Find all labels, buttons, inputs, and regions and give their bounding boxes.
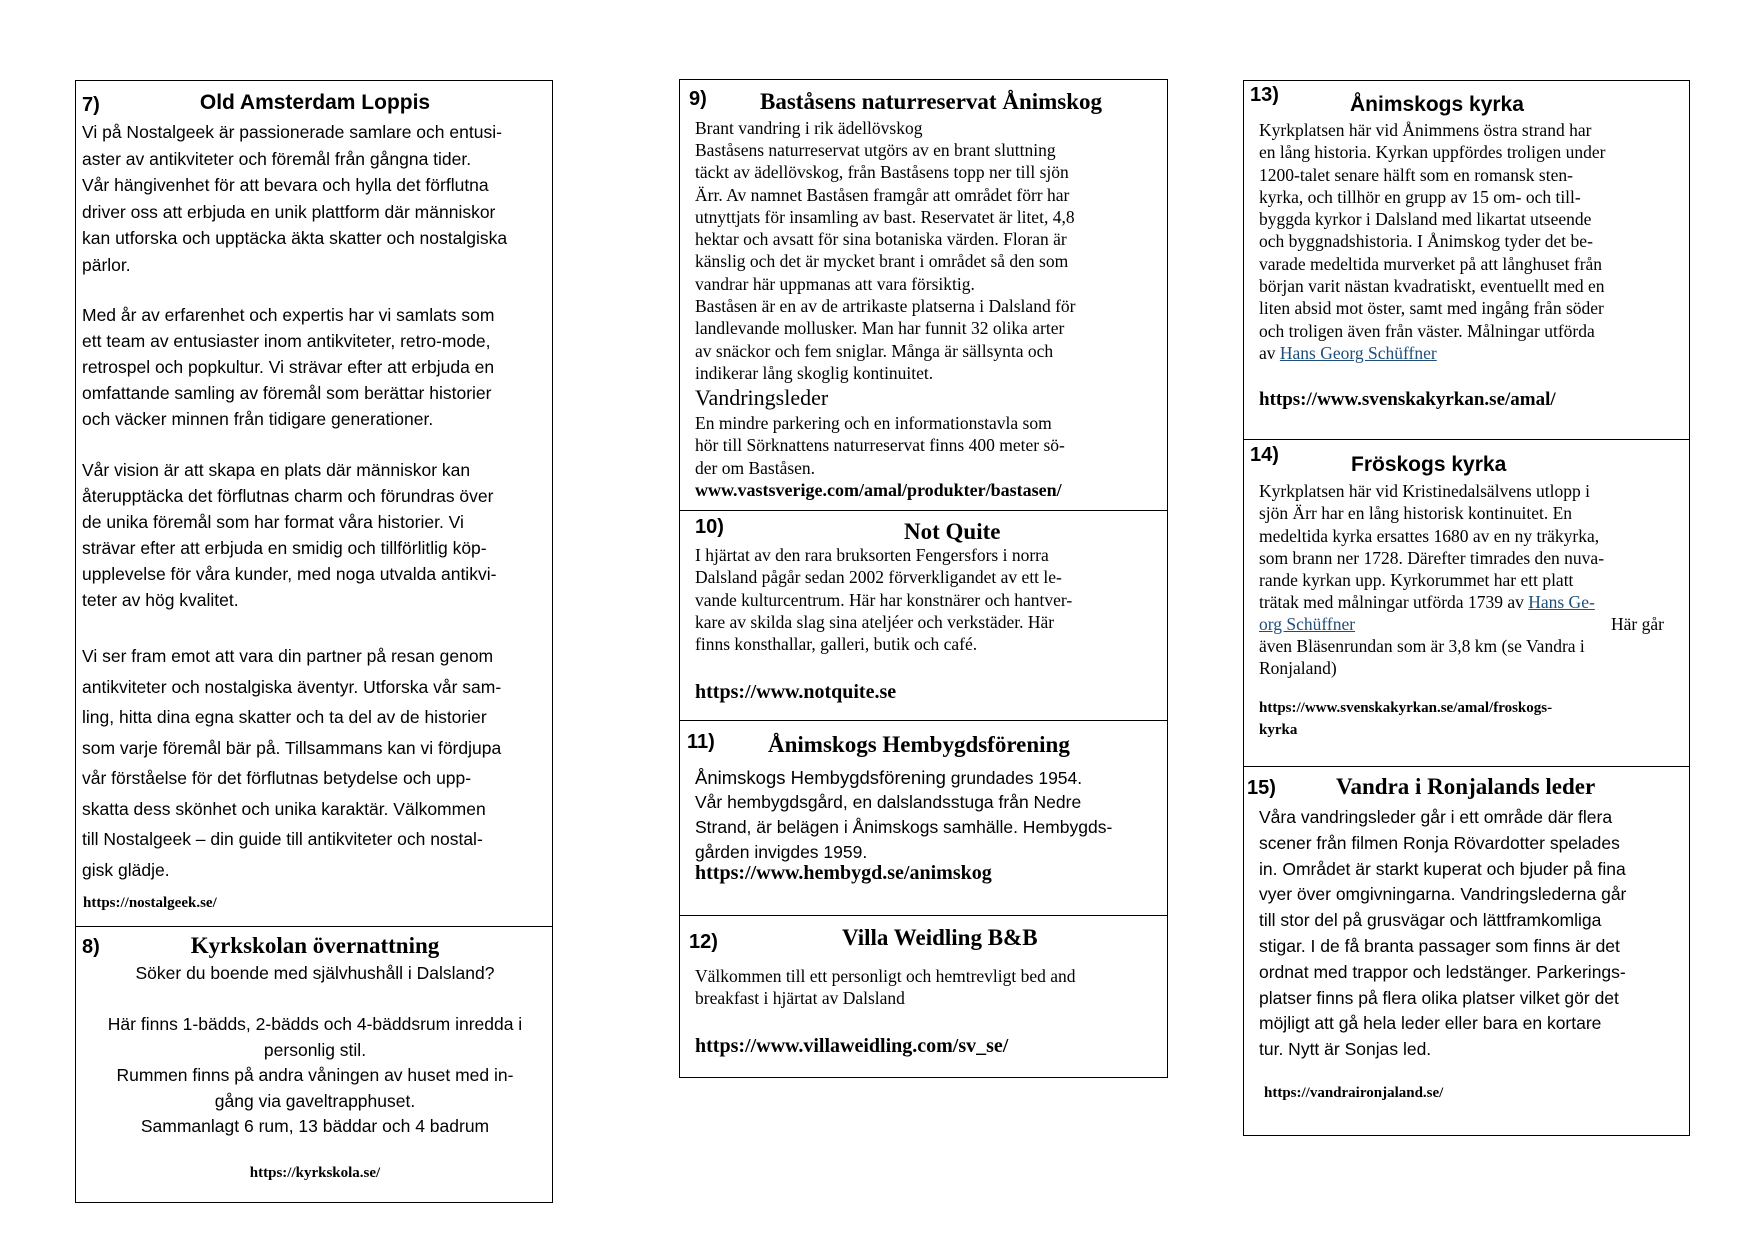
entry-body xyxy=(695,965,1076,1010)
text-line: Kyrkplatsen här vid Ånimmens östra strand har xyxy=(1259,120,1592,140)
text-line: kyrka, och tillhör en grupp av 15 om- och till- xyxy=(1259,186,1581,207)
text-line: en lång historia. Kyrkan uppfördes troligen under xyxy=(1259,142,1606,163)
text-line: strävar efter att erbjuda en smidig och tillförlitlig köp- xyxy=(82,538,487,558)
text-line: Vi på Nostalgeek är passionerade samlare och entusi- xyxy=(82,122,502,142)
entry-title: Ånimskogs Hembygdsförening xyxy=(768,732,1070,757)
entry-number: 11) xyxy=(687,731,715,753)
entry-body-line-7 xyxy=(1259,613,1664,635)
entry-title: Villa Weidling B&B xyxy=(842,925,1038,950)
entry-body xyxy=(695,544,1072,655)
entry-url-link[interactable]: https://kyrkskola.se/ xyxy=(249,1165,381,1181)
entry-url-link[interactable]: https://www.notquite.se xyxy=(695,681,897,703)
text-line: breakfast i hjärtat av Dalsland xyxy=(695,988,905,1009)
text-line xyxy=(76,987,554,1013)
text-line: som brann ner 1728. Därefter timrades den nuva- xyxy=(1259,547,1605,568)
entry-title: Kyrkskolan övernattning xyxy=(190,933,440,958)
text-line: av snäckor och fem sniglar. Många är sällsynta och xyxy=(695,340,1054,361)
entry-body-last-line xyxy=(1259,342,1437,364)
text-line: teter av hög kvalitet. xyxy=(82,590,239,610)
text-line: Rummen finns på andra våningen av huset med in- xyxy=(116,1065,514,1085)
text-line: Strand, är belägen i Ånimskogs samhälle. Hembygds- xyxy=(695,817,1113,837)
text-line: stigar. I de få branta passager som finns är det xyxy=(1259,935,1620,956)
text-line: Våra vandringsleder går i ett område där flera xyxy=(1259,807,1613,827)
text-line: Vi ser fram emot att vara din partner på resan genom xyxy=(82,646,494,666)
text-line: Vår hembygdsgård, en dalslandsstuga från Nedre xyxy=(695,792,1082,812)
entry-url-link[interactable] xyxy=(1259,697,1552,741)
text-line: Vår vision är att skapa en plats där människor kan xyxy=(82,460,471,480)
hans-georg-schuffner-link[interactable]: Hans Ge- xyxy=(1528,592,1595,612)
entry-body-rest: grundades 1954. xyxy=(945,768,1083,788)
entry-title: Vandra i Ronjalands leder xyxy=(1336,774,1596,799)
card-14-froskogs-kyrka xyxy=(1243,439,1690,767)
text-line: kare av skilda slag sina ateljéer och verkstäder. Här xyxy=(695,611,1055,632)
text-line: gisk glädje. xyxy=(82,859,170,880)
card-10-not-quite xyxy=(679,510,1168,721)
entry-url-link[interactable]: https://nostalgeek.se/ xyxy=(83,895,217,911)
text-line: byggda kyrkor i Dalsland med likartat utseende xyxy=(1259,209,1592,230)
text-line: medeltida kyrka ersattes 1680 av en ny träkyrka, xyxy=(1259,525,1600,546)
section-heading: Vandringsleder xyxy=(695,385,829,410)
text-line: de unika föremål som har format våra historier. Vi xyxy=(82,512,464,532)
text-line: landlevande mollusker. Man har funnit 32 olika arter xyxy=(695,318,1065,339)
text-line: Baståsen är en av de artrikaste platserna i Dalsland för xyxy=(695,296,1076,317)
entry-number: 8) xyxy=(82,936,100,958)
text-line: omfattande samling av föremål som berättar historier xyxy=(82,383,492,403)
text-line: hör till Sörknattens naturreservat finns 400 meter sö- xyxy=(695,435,1065,456)
text-line: Kyrkplatsen här vid Kristinedalsälvens utlopp i xyxy=(1259,481,1590,501)
entry-body-first-line xyxy=(695,765,1082,791)
entry-number: 15) xyxy=(1247,777,1276,799)
text-line: gården invigdes 1959. xyxy=(695,842,868,862)
entry-url-link[interactable]: https://vandraironjaland.se/ xyxy=(1264,1085,1444,1101)
text-line: liten absid mot öster, samt med ingång från söder xyxy=(1259,298,1604,319)
text-line: ett team av entusiaster inom antikviteter, retro-mode, xyxy=(82,331,491,351)
entry-number: 9) xyxy=(689,88,707,110)
text-line: sjön Ärr har en lång historisk kontinuitet. En xyxy=(1259,503,1573,524)
text-line: upplevelse för våra kunder, med noga utvalda antikvi- xyxy=(82,564,497,584)
text-line: början varit nästan kvadratiskt, eventuellt med en xyxy=(1259,276,1605,297)
entry-body xyxy=(695,790,1112,865)
text-line: 1200-talet senare hälft som en romansk sten- xyxy=(1259,164,1573,185)
text-line: finns konsthallar, galleri, butik och café. xyxy=(695,634,978,655)
section-body xyxy=(695,412,1065,479)
text-line: vande kulturcentrum. Här har konstnärer och hantver- xyxy=(695,589,1073,610)
entry-title: Baståsens naturreservat Ånimskog xyxy=(760,89,1103,114)
text-line: indikerar lång skoglig kontinuitet. xyxy=(695,362,934,383)
text-line: som varje föremål bär på. Tillsammans kan vi fördjupa xyxy=(82,737,502,758)
text-line: och troligen även från väster. Målningar utförda xyxy=(1259,320,1595,341)
text-line: Sammanlagt 6 rum, 13 bäddar och 4 badrum xyxy=(140,1116,490,1136)
text-line: Ärr. Av namnet Baståsen framgår att området förr har xyxy=(695,184,1070,205)
text-line: gång via gaveltrapphuset. xyxy=(214,1090,416,1111)
card-11-hembygdsforening xyxy=(679,720,1168,916)
card-9-bastasens-naturreservat xyxy=(679,79,1168,511)
text-line: tur. Nytt är Sonjas led. xyxy=(1259,1039,1432,1060)
entry-title: Old Amsterdam Loppis xyxy=(199,91,431,114)
entry-number: 12) xyxy=(689,931,718,953)
entry-title: Fröskogs kyrka xyxy=(1351,453,1507,476)
text-line: antikviteter och nostalgiska äventyr. Utforska vår sam- xyxy=(82,676,502,697)
text-line: retrospel och popkultur. Vi strävar efter att erbjuda en xyxy=(82,357,495,377)
text-line: täckt av ädellövskog, från Baståsens topp ner till sjön xyxy=(695,162,1069,183)
entry-url-link[interactable]: www.vastsverige.com/amal/produkter/bastasen/ xyxy=(695,480,1062,500)
text-line: I hjärtat av den rara bruksorten Fengersfors i norra xyxy=(695,545,1049,565)
text-line: platser finns på flera olika platser vilket gör det xyxy=(1259,987,1619,1008)
text-line: driver oss att erbjuda en unik plattform där människor xyxy=(82,201,496,222)
entry-body-lead: Ånimskogs Hembygdsförening xyxy=(695,767,946,788)
text-line: personlig stil. xyxy=(263,1039,367,1060)
text-line: En mindre parkering och en informationstavla som xyxy=(695,413,1052,433)
text-line: till stor del på grusvägar och lättframkomliga xyxy=(1259,910,1602,931)
entry-body-line-6 xyxy=(1259,591,1595,613)
entry-paragraph-1 xyxy=(82,119,507,278)
text-line: hektar och avsatt för sina botaniska värden. Floran är xyxy=(695,229,1067,250)
text-line: der om Baståsen. xyxy=(695,457,816,478)
card-15-vandra-i-ronjaland xyxy=(1243,766,1690,1136)
text-line: känslig och det är mycket brant i området så den som xyxy=(695,251,1069,272)
entry-body-end xyxy=(1259,635,1585,680)
text-line: vyer över omgivningarna. Vandringslederna går xyxy=(1259,884,1627,905)
entry-body-suffix: Här går xyxy=(1611,614,1664,634)
entry-body xyxy=(1259,119,1606,342)
text-line: in. Området är starkt kuperat och bjuder på fina xyxy=(1259,858,1626,879)
entry-number: 14) xyxy=(1250,444,1279,466)
entry-paragraph-2 xyxy=(82,302,494,432)
text-line: https://www.svenskakyrkan.se/amal/froskogs- xyxy=(1259,700,1553,716)
entry-number: 13) xyxy=(1250,84,1279,106)
text-line: ordnat med trappor och ledstänger. Parkerings- xyxy=(1259,961,1626,982)
text-line: utnyttjats för insamling av bast. Reservatet är litet, 4,8 xyxy=(695,206,1075,227)
entry-body xyxy=(76,961,554,1140)
entry-number: 10) xyxy=(695,516,724,538)
text-line: Med år av erfarenhet och expertis har vi samlats som xyxy=(82,305,495,325)
text-line: scener från filmen Ronja Rövardotter spelades xyxy=(1259,832,1620,853)
text-line: vår förståelse för det förflutnas betydelse och upp- xyxy=(82,768,472,788)
entry-body xyxy=(1259,805,1626,1063)
text-line: och väcker minnen från tidigare generationer. xyxy=(82,409,434,429)
text-line: återupptäcka det förflutnas charm och förundras över xyxy=(82,486,494,506)
text-line: till Nostalgeek – din guide till antikviteter och nostal- xyxy=(82,829,483,849)
text-line: varade medeltida murverket på att långhuset från xyxy=(1259,253,1603,274)
card-12-villa-weidling xyxy=(679,915,1168,1078)
text-line: Vår hängivenhet för att bevara och hylla det förflutna xyxy=(82,175,489,195)
text-line: aster av antikviteter och föremål från gångna tider. xyxy=(82,148,472,169)
entry-number: 7) xyxy=(82,94,100,116)
text-line: pärlor. xyxy=(82,254,131,275)
card-7-old-amsterdam-loppis xyxy=(75,80,553,927)
entry-url-link[interactable]: https://www.hembygd.se/animskog xyxy=(695,862,992,884)
card-13-animskogs-kyrka xyxy=(1243,80,1690,440)
entry-title: Ånimskogs kyrka xyxy=(1350,93,1524,116)
text-line: ling, hitta dina egna skatter och ta del av de historier xyxy=(82,707,487,727)
hans-georg-schuffner-link[interactable]: Hans Georg Schüffner xyxy=(1279,343,1437,363)
text-line: Baståsens naturreservat utgörs av en brant sluttning xyxy=(695,140,1056,160)
entry-body xyxy=(1259,480,1604,591)
entry-body xyxy=(695,139,1075,384)
entry-paragraph-4 xyxy=(82,641,501,885)
card-8-kyrkskolan xyxy=(75,926,553,1203)
text-line: Dalsland pågår sedan 2002 förverkligandet av ett le- xyxy=(695,567,1062,588)
text-line: Ronjaland) xyxy=(1259,658,1337,679)
entry-subtitle: Brant vandring i rik ädellövskog xyxy=(695,118,923,138)
entry-body-prefix: trätak med målningar utförda 1739 av xyxy=(1259,592,1529,612)
text-line: Välkommen till ett personligt och hemtrevligt bed and xyxy=(695,966,1076,986)
entry-paragraph-3 xyxy=(82,457,496,613)
text-line: rande kyrkan upp. Kyrkorummet har ett platt xyxy=(1259,570,1574,591)
text-line: kan utforska och upptäcka äkta skatter och nostalgiska xyxy=(82,228,508,248)
entry-url-link[interactable]: https://www.svenskakyrkan.se/amal/ xyxy=(1259,389,1556,410)
hans-georg-schuffner-link[interactable]: org Schüffner xyxy=(1259,614,1356,634)
text-line: kyrka xyxy=(1259,722,1298,738)
text-line: vandrar här uppmanas att vara försiktig. xyxy=(695,273,975,294)
text-line: Här finns 1-bädds, 2-bädds och 4-bäddsrum inredda i xyxy=(107,1014,523,1034)
text-line: och byggnadshistoria. I Ånimskog tyder det be- xyxy=(1259,231,1593,252)
entry-url-link[interactable]: https://www.villaweidling.com/sv_se/ xyxy=(695,1035,1009,1057)
text-line: möjligt att gå hela leder eller bara en kortare xyxy=(1259,1013,1602,1034)
text-line: även Bläsenrundan som är 3,8 km (se Vandra i xyxy=(1259,636,1585,656)
text-line: skatta dess skönhet och unika karaktär. Välkommen xyxy=(82,798,486,819)
text-line: Söker du boende med självhushåll i Dalsland? xyxy=(135,963,495,983)
entry-body-prefix: av xyxy=(1259,343,1280,363)
entry-title: Not Quite xyxy=(904,519,1001,544)
